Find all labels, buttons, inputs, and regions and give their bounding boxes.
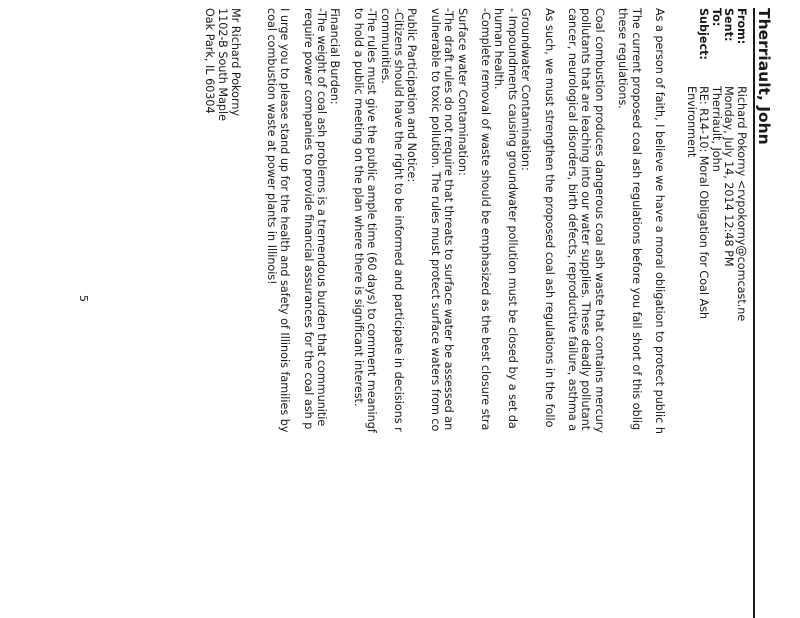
text-line: -Citizens should have the right to be informed and participate in decisions r — [392, 8, 405, 432]
text-line: -The rules must give the public ample time (60 days) to comment meaningf — [365, 8, 379, 433]
from-value: Richard Pokorny <rvpokorny@comcast.ne — [734, 86, 748, 322]
signature-block — [202, 8, 242, 618]
page-number: 5 — [77, 295, 90, 302]
section-public-participation — [351, 8, 418, 618]
text-line: I urge you to please stand up for the health and safety of Illinois families by — [278, 8, 292, 433]
paragraph-1 — [653, 8, 666, 618]
paragraph-2 — [616, 8, 643, 618]
sent-label: Sent: — [722, 8, 736, 42]
text-line: - Impoundments causing groundwater pollution must be closed by a set da — [505, 8, 519, 429]
text-line: -Complete removal of waste should be emphasized as the best closure stra — [479, 8, 493, 431]
text-line: cancer, neurological disorders, birth defects, reproductive failure, asthma a — [566, 8, 580, 432]
text-line: As such, we must strengthen the proposed coal ash regulations in the follo — [542, 8, 556, 428]
text-line: As a person of faith, I believe we have a moral obligation to protect public h — [653, 8, 667, 434]
section-heading: Surface water Contamination: — [455, 8, 469, 176]
closing-paragraph — [264, 8, 291, 618]
subject-continued-label — [684, 8, 697, 86]
text-line: human health. — [492, 8, 506, 90]
section-heading: Financial Burden: — [328, 8, 342, 105]
to-label: To: — [709, 8, 723, 27]
to-value: Therriault, John — [709, 86, 723, 172]
document-content — [202, 8, 773, 618]
text-line: -The draft rules do not require that threats to surface water be assessed an — [442, 8, 456, 431]
section-groundwater — [479, 8, 533, 618]
recipient-name: Therriault, John — [755, 8, 773, 145]
text-line: pollutants that are leaching into our water supplies. These deadly pollutant — [579, 8, 593, 431]
section-heading: Groundwater Contamination: — [519, 8, 533, 171]
from-label: From: — [734, 8, 748, 45]
text-line: -The weight of coal ash problems is a tremendous burden that communitie — [314, 8, 328, 427]
section-surface-water — [428, 8, 468, 618]
subject-continued-value: Environment — [684, 86, 698, 158]
subject-value: RE: R14-10: Moral Obligation for Coal Ash — [697, 86, 711, 320]
subject-label: Subject: — [697, 8, 711, 60]
text-line: Coal combustion produces dangerous coal ash waste that contains mercury — [592, 8, 606, 433]
text-line: these regulations. — [616, 8, 630, 109]
section-heading: Public Participation and Notice: — [405, 8, 419, 183]
email-header — [684, 8, 747, 618]
sent-value: Monday, July 14, 2014 12:48 PM — [722, 86, 736, 267]
text-line: coal combustion waste at power plants in Illinois! — [264, 8, 278, 285]
text-line: vulnerable to toxic pollution. The rules must protect surface waters from co — [428, 8, 442, 432]
paragraph-3 — [566, 8, 606, 618]
signature-name: Mr Richard Pokorny — [229, 8, 243, 117]
text-line: communities. — [378, 8, 392, 84]
paragraph-4 — [542, 8, 555, 618]
signature-city: Oak Park, IL 60304 — [202, 8, 216, 114]
text-line: The current proposed coal ash regulations before you fall short of this oblig — [629, 8, 643, 431]
text-line: require power companies to provide financial assurances for the coal ash p — [301, 8, 315, 430]
section-financial-burden — [301, 8, 341, 618]
signature-address: 1102-B South Maple — [215, 8, 229, 122]
text-line: to hold a public meeting on the plan where there is significant interest. — [351, 8, 365, 407]
